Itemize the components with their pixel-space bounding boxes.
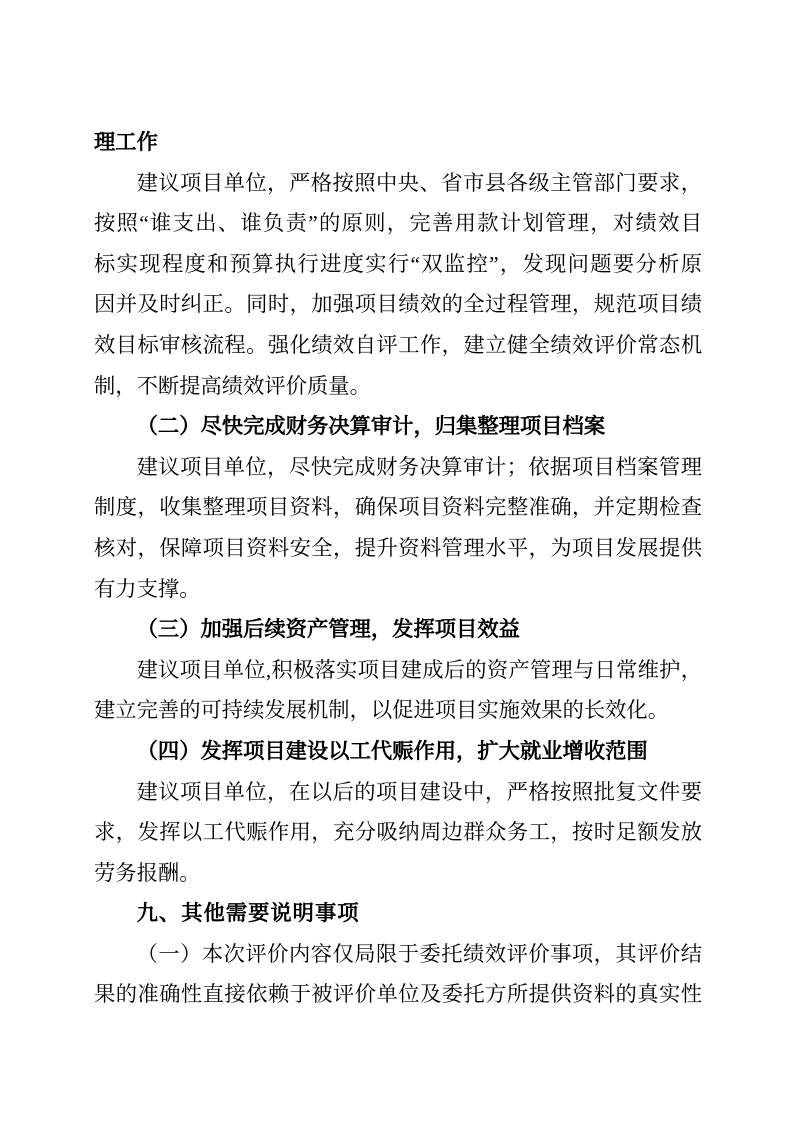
paragraph-line: 求，发挥以工代赈作用，充分吸纳周边群众务工，按时足额发放 <box>94 820 702 845</box>
paragraph-line: 建议项目单位,积极落实项目建成后的资产管理与日常维护， <box>136 657 702 682</box>
paragraph-line: 按照“谁支出、谁负责”的原则，完善用款计划管理，对绩效目 <box>94 211 702 236</box>
section-heading-9: 九、其他需要说明事项 <box>136 901 360 926</box>
section-heading-continuation: 理工作 <box>94 130 158 154</box>
paragraph-line: （一）本次评价内容仅局限于委托绩效评价事项，其评价结 <box>136 941 702 966</box>
paragraph-line: 因并及时纠正。同时，加强项目绩效的全过程管理，规范项目绩 <box>94 292 702 317</box>
subsection-heading-3: （三）加强后续资产管理，发挥项目效益 <box>136 617 520 642</box>
paragraph-line: 标实现程度和预算执行进度实行“双监控”，发现问题要分析原 <box>94 251 702 276</box>
paragraph-line: 建议项目单位，严格按照中央、省市县各级主管部门要求， <box>136 170 702 195</box>
paragraph-line: 建立完善的可持续发展机制，以促进项目实施效果的长效化。 <box>94 698 670 723</box>
paragraph-line: 建议项目单位，在以后的项目建设中，严格按照批复文件要 <box>136 779 702 804</box>
paragraph-line: 制，不断提高绩效评价质量。 <box>94 373 371 398</box>
paragraph-line: 制度，收集整理项目资料，确保项目资料完整准确，并定期检查 <box>94 495 702 520</box>
document-content <box>94 122 702 1015</box>
subsection-heading-2: （二）尽快完成财务决算审计，归集整理项目档案 <box>136 414 606 439</box>
paragraph-line: 果的准确性直接依赖于被评价单位及委托方所提供资料的真实性 <box>94 982 702 1007</box>
paragraph-line: 建议项目单位，尽快完成财务决算审计；依据项目档案管理 <box>136 454 702 479</box>
paragraph-line: 有力支撑。 <box>94 576 201 601</box>
subsection-heading-4: （四）发挥项目建设以工代赈作用，扩大就业增收范围 <box>136 738 648 763</box>
paragraph-line: 效目标审核流程。强化绩效自评工作，建立健全绩效评价常态机 <box>94 332 702 357</box>
paragraph-line: 核对，保障项目资料安全，提升资料管理水平，为项目发展提供 <box>94 535 702 560</box>
paragraph-line: 劳务报酬。 <box>94 860 201 885</box>
